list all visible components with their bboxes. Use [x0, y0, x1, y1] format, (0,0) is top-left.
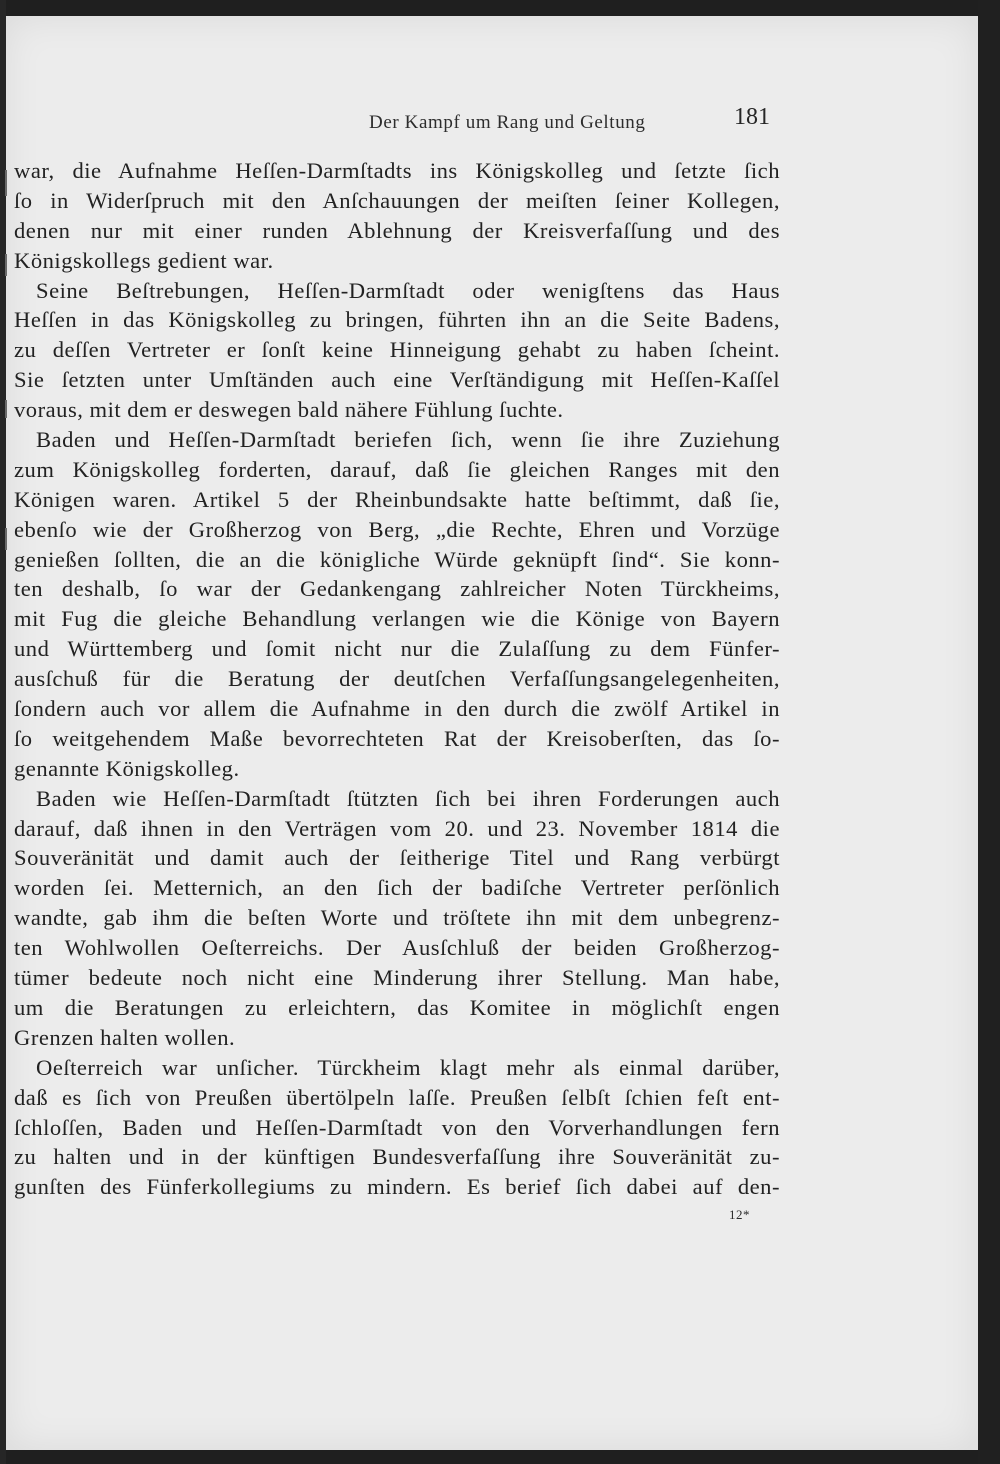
running-title: Der Kampf um Rang und Geltung [369, 112, 646, 133]
text-line: Königskollegs gedient war. [14, 247, 274, 273]
paragraph-start-line: Seine Beſtrebungen, Heſſen-Darmſtadt oder wenigſtens das Haus [36, 277, 780, 303]
signature-mark: 12* [729, 1207, 750, 1222]
text-line: war, die Aufnahme Heſſen-Darmſtadts ins Königskolleg und ſetzte ſich [14, 158, 780, 183]
text-line: ten Wohlwollen Oeſterreichs. Der Ausſchluß der beiden Großherzog- [14, 935, 780, 961]
text-line: ſondern auch vor allem die Aufnahme in den durch die zwölf Artikel in [14, 696, 780, 722]
text-line: gunſten des Fünferkollegiums zu mindern. Es berief ſich dabei auf den- [14, 1174, 780, 1200]
scan-border-right [978, 0, 1000, 1464]
text-line: und Württemberg und ſomit nicht nur die Zulaſſung zu dem Fünfer- [14, 636, 780, 662]
text-line: ſchloſſen, Baden und Heſſen-Darmſtadt von den Vorverhandlungen fern [14, 1114, 780, 1140]
text-line: denen nur mit einer runden Ablehnung der Kreisverfaſſung und des [14, 217, 780, 243]
text-line: zu deſſen Vertreter er ſonſt keine Hinneigung gehabt zu haben ſcheint. [14, 337, 780, 363]
text-line: wandte, gab ihm die beſten Worte und tröſtete ihn mit dem unbegrenz- [14, 905, 780, 931]
text-line: um die Beratungen zu erleichtern, das Komitee in möglichſt engen [14, 994, 780, 1020]
text-line: zum Königskolleg forderten, darauf, daß ſie gleichen Ranges mit den [14, 456, 780, 482]
text-line: Heſſen in das Königskolleg zu bringen, führten ihn an die Seite Badens, [14, 307, 780, 333]
text-line: genannte Königskolleg. [14, 755, 240, 781]
text-line: daß es ſich von Preußen übertölpeln laſſe. Preußen ſelbſt ſchien feſt ent- [14, 1084, 780, 1110]
text-line: ſo weitgehendem Maße bevorrechteten Rat der Kreisoberſten, das ſo- [14, 725, 780, 751]
running-head [0, 104, 1000, 138]
page-left-edge [0, 0, 6, 1464]
text-line: ten deshalb, ſo war der Gedankengang zahlreicher Noten Türckheims, [14, 576, 780, 602]
text-line: worden ſei. Metternich, an den ſich der badiſche Vertreter perſönlich [14, 875, 780, 901]
paragraph-start-line: Baden und Heſſen-Darmſtadt beriefen ſich, wenn ſie ihre Zuziehung [36, 427, 780, 453]
text-line: ebenſo wie der Großherzog von Berg, „die Rechte, Ehren und Vorzüge [14, 516, 780, 542]
paragraph-start-line: Baden wie Heſſen-Darmſtadt ſtützten ſich bei ihren Forderungen auch [36, 785, 780, 811]
text-line: Königen waren. Artikel 5 der Rheinbundsakte hatte beſtimmt, daß ſie, [14, 486, 780, 512]
text-line: ausſchuß für die Beratung der deutſchen Verfaſſungsangelegenheiten, [14, 666, 780, 692]
paragraph-start-line: Oeſterreich war unſicher. Türckheim klagt mehr als einmal darüber, [36, 1054, 780, 1080]
body-text [14, 156, 780, 1202]
margin-mark [5, 170, 7, 196]
text-line: voraus, mit dem er deswegen bald nähere Fühlung ſuchte. [14, 397, 564, 423]
text-line: tümer bedeute noch nicht eine Minderung ihrer Stellung. Man habe, [14, 965, 780, 991]
text-line: ſo in Widerſpruch mit den Anſchauungen der meiſten ſeiner Kollegen, [14, 187, 780, 213]
text-line: Sie ſetzten unter Umſtänden auch eine Verſtändigung mit Heſſen-Kaſſel [14, 367, 780, 393]
margin-mark [5, 254, 7, 276]
text-line: zu halten und in der künftigen Bundesverfaſſung ihre Souveränität zu- [14, 1144, 780, 1170]
text-line: mit Fug die gleiche Behandlung verlangen wie die Könige von Bayern [14, 606, 780, 632]
text-line: Souveränität und damit auch der ſeitherige Titel und Rang verbürgt [14, 845, 780, 871]
text-line: darauf, daß ihnen in den Verträgen vom 20. und 23. November 1814 die [14, 815, 780, 841]
text-line: genießen ſollten, die an die königliche Würde geknüpft ſind“. Sie konn- [14, 546, 780, 572]
text-line: Grenzen halten wollen. [14, 1024, 236, 1050]
margin-mark [5, 400, 7, 418]
margin-mark [5, 528, 7, 550]
page-number: 181 [734, 104, 770, 130]
